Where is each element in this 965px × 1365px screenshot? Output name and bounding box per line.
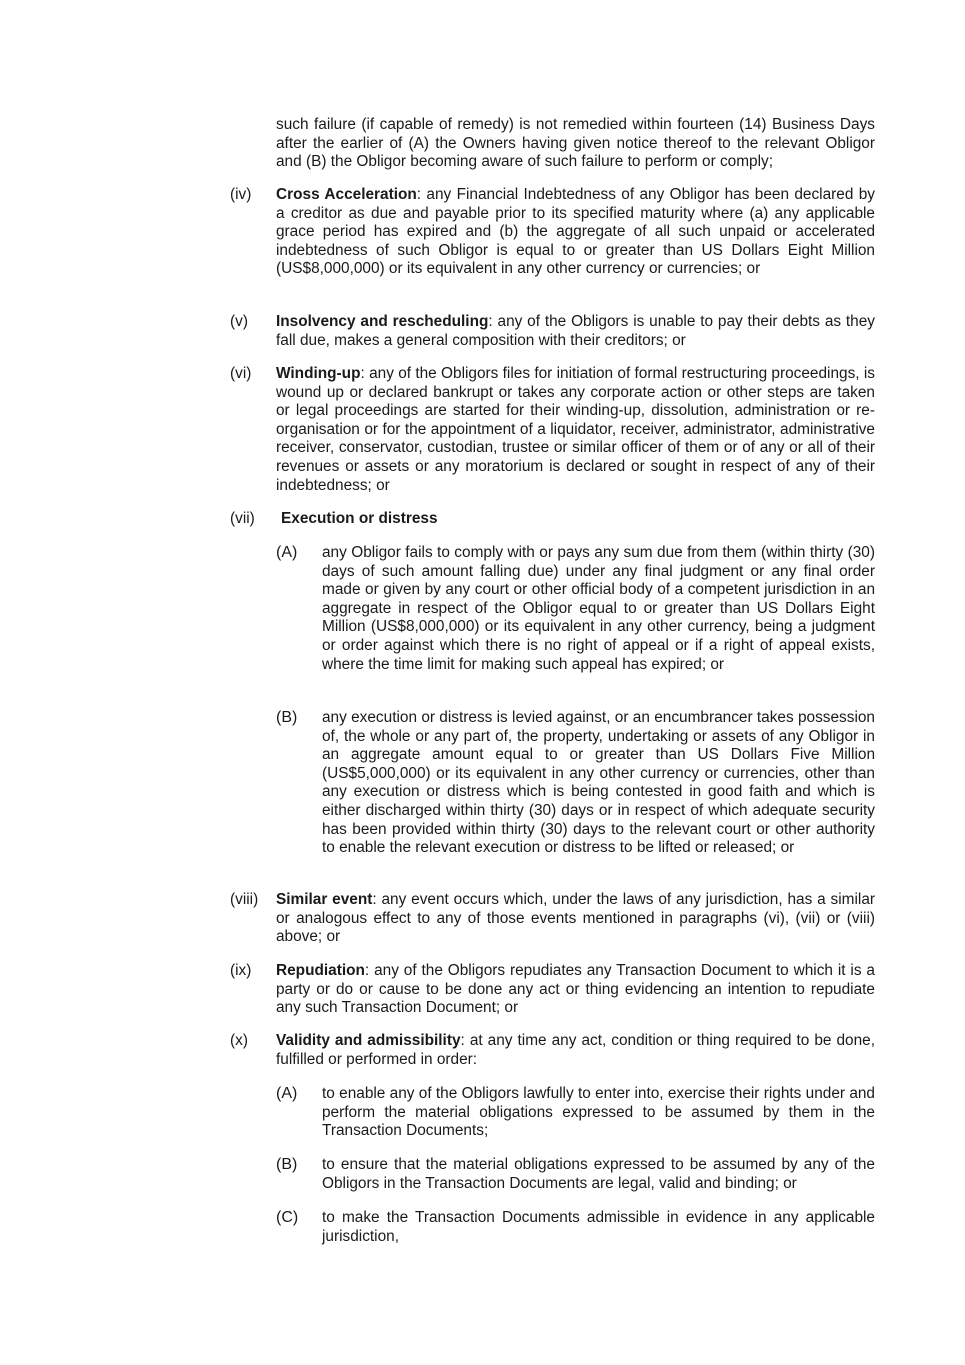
clause-number: (ix) [230,962,252,979]
clause-heading: Validity and admissibility [276,1032,461,1049]
clause-number: (x) [230,1032,248,1049]
clause-heading: Execution or distress [281,510,438,527]
clause-x-sub-b [276,1156,875,1193]
clause-text: : any event occurs which, under the laws of any jurisdiction, has a similar or analogous effect to any of those events mentioned in paragraphs (vi), (vii) or (viii) above; or [276,891,875,946]
clause-number: (vii) [230,510,255,527]
clause-heading: Cross Acceleration [276,186,417,203]
clause-text: : at any time any act, condition or thing required to be done, fulfilled or performed in order: [276,1032,875,1068]
clause-text: : any Financial Indebtedness of any Obligor has been declared by a creditor as due and payable prior to its specified maturity where (a) any applicable grace period has expired and (b) the aggregate of all such unpaid or accelerated indebtedness of such Obligor is equal to or greater than US Dollars Eight Million (US$8,000,000) or its equivalent in any other currency or currencies; or [276,186,875,278]
subclause-number: (A) [276,544,298,561]
clause-vii-sub-a [276,544,875,674]
clause-vi [230,365,875,495]
clause-vii [230,510,875,529]
subclause-text: any execution or distress is levied against, or an encumbrancer takes possession of, the whole or any part of, the property, undertaking or assets of any Obligor in an aggregate amount equal to or greater than US Dollars Five Million (US$5,000,000) or its equivalent in any other currency or currencies, other than any execution or distress which is being contested in good faith and which is either discharged within thirty (30) days or in respect of which adequate security has been provided within thirty (30) days to the relevant court or other authority to enable the relevant execution or distress to be lifted or released; or [322,709,875,857]
clause-v [230,313,875,350]
subclause-number: (A) [276,1085,298,1102]
clause-number: (v) [230,313,248,330]
clause-heading: Winding-up [276,365,361,382]
clause-x-sub-a [276,1085,875,1141]
clause-heading: Repudiation [276,962,365,979]
subclause-number: (B) [276,709,298,726]
clause-number: (iv) [230,186,252,203]
clause-vii-sub-b [276,709,875,858]
clause-ix [230,962,875,1018]
subclause-text: to ensure that the material obligations expressed to be assumed by any of the Obligors in the Transaction Documents are legal, valid and binding; or [322,1156,875,1192]
subclause-text: any Obligor fails to comply with or pays any sum due from them (within thirty (30) days of such amount falling due) under any final judgment or any final order made or given by any court or other official body of a competent jurisdiction in an aggregate in respect of the Obligor equal to or greater than US Dollars Eight Million (US$8,000,000) or its equivalent in any other currency, being a judgment or order against which there is no right of appeal or if a right of appeal exists, where the time limit for making such appeal has expired; or [322,544,875,673]
clause-heading: Insolvency and rescheduling [276,313,489,330]
subclause-text: to enable any of the Obligors lawfully to enter into, exercise their rights under and perform the material obligations expressed to be assumed by them in the Transaction Documents; [322,1085,875,1140]
clause-text: : any of the Obligors files for initiation of formal restructuring proceedings, is wound up or declared bankrupt or takes any corporate action or other steps are taken or legal proceedings are started for their winding-up, dissolution, administration or re-organisation or for the appointment of a liquidator, receiver, administrator, administrative receiver, conservator, custodian, trustee or similar officer of them or of any or all of their revenues or assets or any moratorium is declared or sought in respect of any of their indebtedness; or [276,365,875,494]
clause-heading: Similar event [276,891,373,908]
clause-text: : any of the Obligors repudiates any Transaction Document to which it is a party or do or cause to be done any act or thing evidencing an intention to repudiate any such Transaction Document; or [276,962,875,1017]
clause-x-sub-c [276,1209,875,1246]
clause-number: (vi) [230,365,252,382]
clause-x [230,1032,875,1069]
clause-viii [230,891,875,947]
continuation-paragraph: such failure (if capable of remedy) is not remedied within fourteen (14) Business Days after the earlier of (A) the Owners having given notice thereof to the relevant Obligor and (B) the Obligor becoming aware of such failure to perform or comply; [276,116,875,171]
clause-number: (viii) [230,891,259,908]
clause-iv [230,186,875,279]
subclause-number: (C) [276,1209,299,1226]
subclause-text: to make the Transaction Documents admissible in evidence in any applicable jurisdiction, [322,1209,875,1245]
subclause-number: (B) [276,1156,298,1173]
clause-text: : any of the Obligors is unable to pay their debts as they fall due, makes a general composition with their creditors; or [276,313,875,349]
